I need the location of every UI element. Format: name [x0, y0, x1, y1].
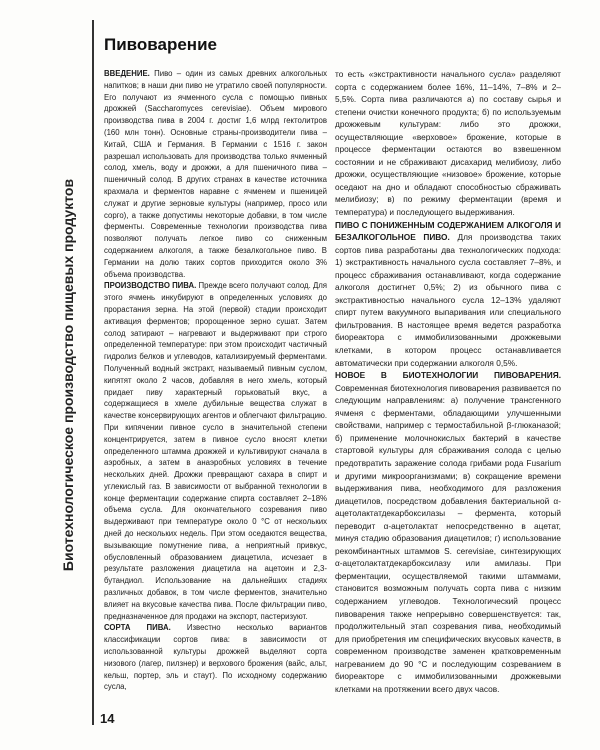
intro-heading: ВВЕДЕНИЕ.: [104, 69, 150, 78]
production-heading: ПРОИЗВОДСТВО ПИВА.: [104, 281, 197, 291]
production-text: Прежде всего получают солод. Для этого ячмень инкубируют в определенных условиях до прорастания зерна. На этой (первой) стадии происходит активация ферментов; пророщенное зерно сушат. Затем солод затирают – нагревают и выдерживают при строго определенной температуре: при этом происходит частичный гидролиз белков и углеводов, катализируемый ферментами. Полученный водный экстракт, называемый пивным суслом, кипятят около 2 часов, добавляя в него хмель, который придает пиву характерный горьковатый вкус, а содержащиеся в хмеле дубильные вещества служат в качестве консервирующих агентов и облегчают фильтрацию. При кипячении пивное сусло в значительной степени концентрируется, затем в пивное сусло вносят клетки определенного штамма дрожжей и культивируют сначала в аэробных, а затем в анаэробных условиях в течение нескольких дней. Дрожжи превращают сахара в спирт и углекислый газ. В зависимости от выбранной технологии в конце ферментации содержание спирта составляет 2–18% объема сусла. Для окончательного созревания пиво выдерживают при температуре около 0 °С от нескольких дней до нескольких недель. При этом оседаются вещества, вызывающие помутнение пива, а неприятный привкус, обусловленный образованием диацетила, исчезает в результате разложения диацетила на ацетоин и 2,3-бутандиол. Использование на дальнейших стадиях различных добавок, в том числе ферментов, значительно влияет на вкусовые качества пива. После фильтрации пиво, предназначенное для продажи на экспорт, пастеризуют.: [104, 281, 328, 621]
varieties-text-right: то есть «экстрактивности начального сусла» разделяют сорта с содержанием более 16%, 11–14%, 7–8% и 2–5,5%. Сорта пива различаются а) по составу сырья и степени очистки конечного продукта; б) по используемым дрожжевым культурам: либо это дрожжи, осуществляющие «верховое» брожение, которые в процессе ферментации остаются во взвешенном состоянии и не сбраживают дисахарид мелибиозу, либо дрожжи, осуществляющие «низовое» брожение, которые оседают на дно и обладают способностью сбраживать мелибиозу; в) по режиму ферментации (время и температура) и последующего выдерживания.: [335, 69, 561, 218]
page-number: 14: [100, 711, 115, 726]
production-paragraph: [104, 280, 327, 622]
running-title: Биотехнологическое производство пищевых продуктов: [60, 178, 76, 572]
left-column: [104, 68, 327, 693]
low-alcohol-paragraph: [335, 219, 561, 370]
varieties-text-left: Известно несколько вариантов классификации сортов пива: в зависимости от использованной культуры дрожжей выделяют сорта низового (лагер, пилзнер) и верхового брожения (вайс, альт, кельш, портер, эль и стаут). По исходному содержанию сусла,: [104, 623, 327, 692]
varieties-paragraph: [104, 622, 327, 693]
low-alcohol-heading: ПИВО С ПОНИЖЕННЫМ СОДЕРЖАНИЕМ АЛКОГОЛЯ И БЕЗАЛКОГОЛЬНОЕ ПИВО.: [335, 219, 561, 243]
new-biotech-heading: НОВОЕ В БИОТЕХНОЛОГИИ ПИВОВАРЕНИЯ.: [335, 370, 561, 381]
low-alcohol-text: Для производства таких сортов пива разработаны два технологических подхода: 1) экстрактивность начального сусла составляет 7–8%, и процесс сбраживания останавливают, когда содержание алкоголя достигнет 0,5%; 2) из обычного пива с экстрактивностью начального сусла 12–13% удаляют спирт путем вакуумного выпаривания или специального фильтрования. В настоящее время ведется разработка биореактора с иммобилизованными дрожжевыми клетками, в котором процесс останавливается автоматически при содержании алкоголя 0,5%.: [335, 232, 561, 368]
intro-paragraph: [104, 68, 327, 280]
new-biotech-text: Современная биотехнология пивоварения развивается по следующим направлениям: а) получение трансгенного ячменя с ферментами, обладающими улучшенными свойствами, например с термостабильной β-глюканазой; б) применение молочнокислых бактерий в качестве стартовой культуры для сбраживания солода с целью предотвратить заражение солода грибами рода Fusarium и другими микроорганизмами; в) сокращение времени выдерживания пива, необходимого для разложения диацетилов, посредством добавления бактериальной α-ацетолактатдекарбоксилазы – фермента, который переводит α-ацетолактат непосредственно в ацетат, минуя стадию образования диацетилов; г) использование рекомбинантных штаммов S. cerevisiae, синтезирующих α-ацетолактатдекарбоксилазу или амилазы. При ферментации, осуществляемой такими штаммами, становится возможным получать сорта пива с низким содержанием углеводов. Технологический процесс пивоварения также непрерывно совершенствуется: так, продолжительный этап созревания пива, необходимый для приобретения им специфических вкусовых качеств, в современном производстве заменен кратковременным нагреванием до 90 °С и последующим созреванием в биореакторе с иммобилизованными дрожжевыми клетками на протяжении всего двух часов.: [335, 382, 561, 694]
page-title: Пивоварение: [104, 35, 217, 54]
vertical-divider: [92, 20, 94, 725]
right-column: [335, 68, 561, 695]
new-biotech-paragraph: [335, 369, 561, 695]
varieties-continued: [335, 68, 561, 219]
varieties-heading: СОРТА ПИВА.: [104, 623, 171, 633]
intro-text: Пиво – один из самых древних алкогольных напитков; в наши дни пиво не утратило своей популярности. Его получают из ячменного сусла с помощью пивных дрожжей (Saccharomyces cerevisiae). Объем мирового производства пива в 2004 г. достиг 1,6 млрд гектолитров (160 млн тонн). Основные страны-производители пива – Китай, США и Германия. В Германии с 1516 г. закон разрешал использовать для производства только ячменный солод, хмель, воду и дрожжи, а для пшеничного пива – пшеничный солод. В других странах в качестве источника крахмала и ферментов наравне с ячменем и пшеницей служат и другие зерновые культуры (например, просо или сорго), а также допустимы некоторые добавки, в том числе ферменты. Современные технологии производства пива позволяют получать легкое пиво со сниженным содержанием алкоголя, а также безалкогольное пиво. В Германии на долю таких сортов приходится около 3% объема производства.: [104, 69, 327, 279]
